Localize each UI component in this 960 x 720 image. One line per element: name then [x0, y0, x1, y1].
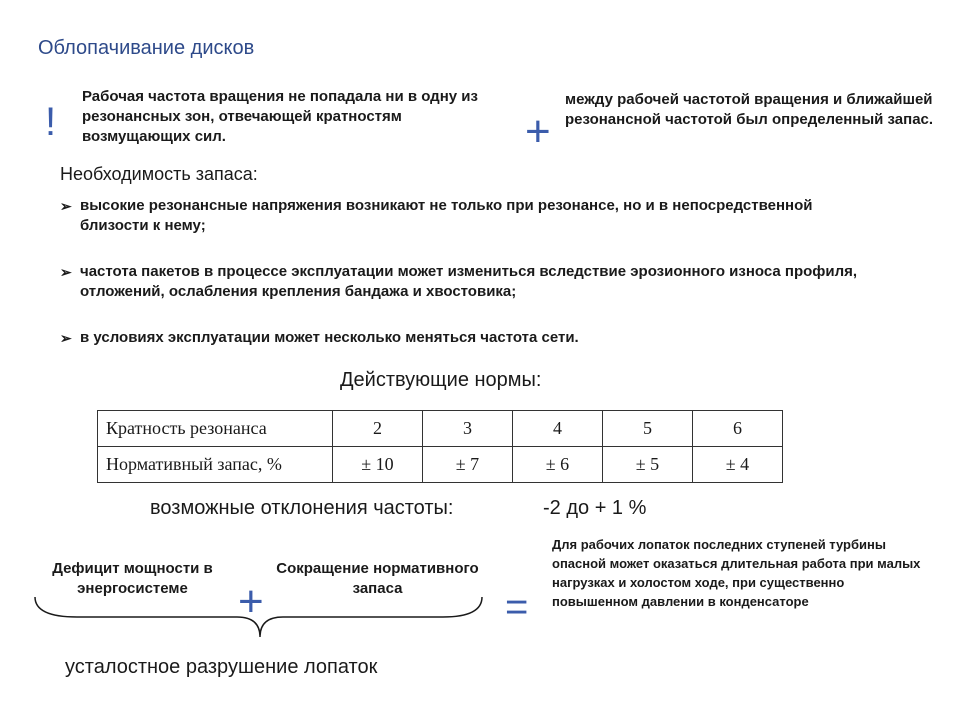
table-cell: ± 6	[513, 447, 603, 483]
exclamation-icon: !	[45, 100, 57, 144]
result-text: усталостное разрушение лопаток	[65, 656, 378, 678]
norms-heading: Действующие нормы:	[340, 369, 542, 391]
deficit-text: Дефицит мощности в энергосистеме	[52, 560, 213, 597]
deviation-label: возможные отклонения частоты:	[150, 497, 454, 519]
equals-icon: =	[505, 585, 529, 629]
arrow-bullet-icon: ➢	[60, 264, 72, 280]
table-cell: ± 7	[423, 447, 513, 483]
table-cell: 2	[333, 411, 423, 447]
table-cell: 4	[513, 411, 603, 447]
slide-title: Облопачивание дисков	[38, 37, 255, 59]
table-cell: ± 4	[693, 447, 783, 483]
table-cell: 3	[423, 411, 513, 447]
plus-icon: +	[238, 577, 264, 626]
deviation-value: -2 до + 1 %	[543, 497, 647, 519]
table-row	[98, 411, 783, 447]
table-cell: 6	[693, 411, 783, 447]
bullet-item	[60, 196, 840, 236]
table-cell: ± 10	[333, 447, 423, 483]
bullet-text: высокие резонансные напряжения возникают не только при резонансе, но и в непосредственной близости к нему;	[80, 197, 813, 234]
table-row-label: Кратность резонанса	[98, 411, 333, 447]
bullet-item	[60, 328, 840, 348]
reduction-text: Сокращение нормативного запаса	[276, 560, 479, 597]
norms-table	[97, 410, 783, 483]
note-text: Для рабочих лопаток последних ступеней турбины опасной может оказаться длительная работа при малых нагрузках и холостом ходе, при существенно повышенном давлении в конденсаторе	[552, 537, 921, 609]
table-row	[98, 447, 783, 483]
condition2-text: между рабочей частотой вращения и ближайшей резонансной частотой был определенный запас.	[565, 91, 934, 128]
bullet-item	[60, 262, 910, 302]
plus-icon: +	[525, 107, 551, 156]
arrow-bullet-icon: ➢	[60, 198, 72, 214]
bullet-text: частота пакетов в процессе эксплуатации может измениться вследствие эрозионного износа профиля, отложений, ослабления крепления бандажа и хвостовика;	[80, 263, 858, 300]
arrow-bullet-icon: ➢	[60, 330, 72, 346]
table-cell: ± 5	[603, 447, 693, 483]
bullet-text: в условиях эксплуатации может несколько меняться частота сети.	[80, 329, 579, 346]
curly-brace-icon	[32, 595, 487, 645]
table-cell: 5	[603, 411, 693, 447]
condition-text: Рабочая частота вращения не попадала ни в одну из резонансных зон, отвечающей кратностям возмущающих сил.	[82, 88, 478, 145]
table-row-label: Нормативный запас, %	[98, 447, 333, 483]
need-heading: Необходимость запаса:	[60, 164, 258, 184]
